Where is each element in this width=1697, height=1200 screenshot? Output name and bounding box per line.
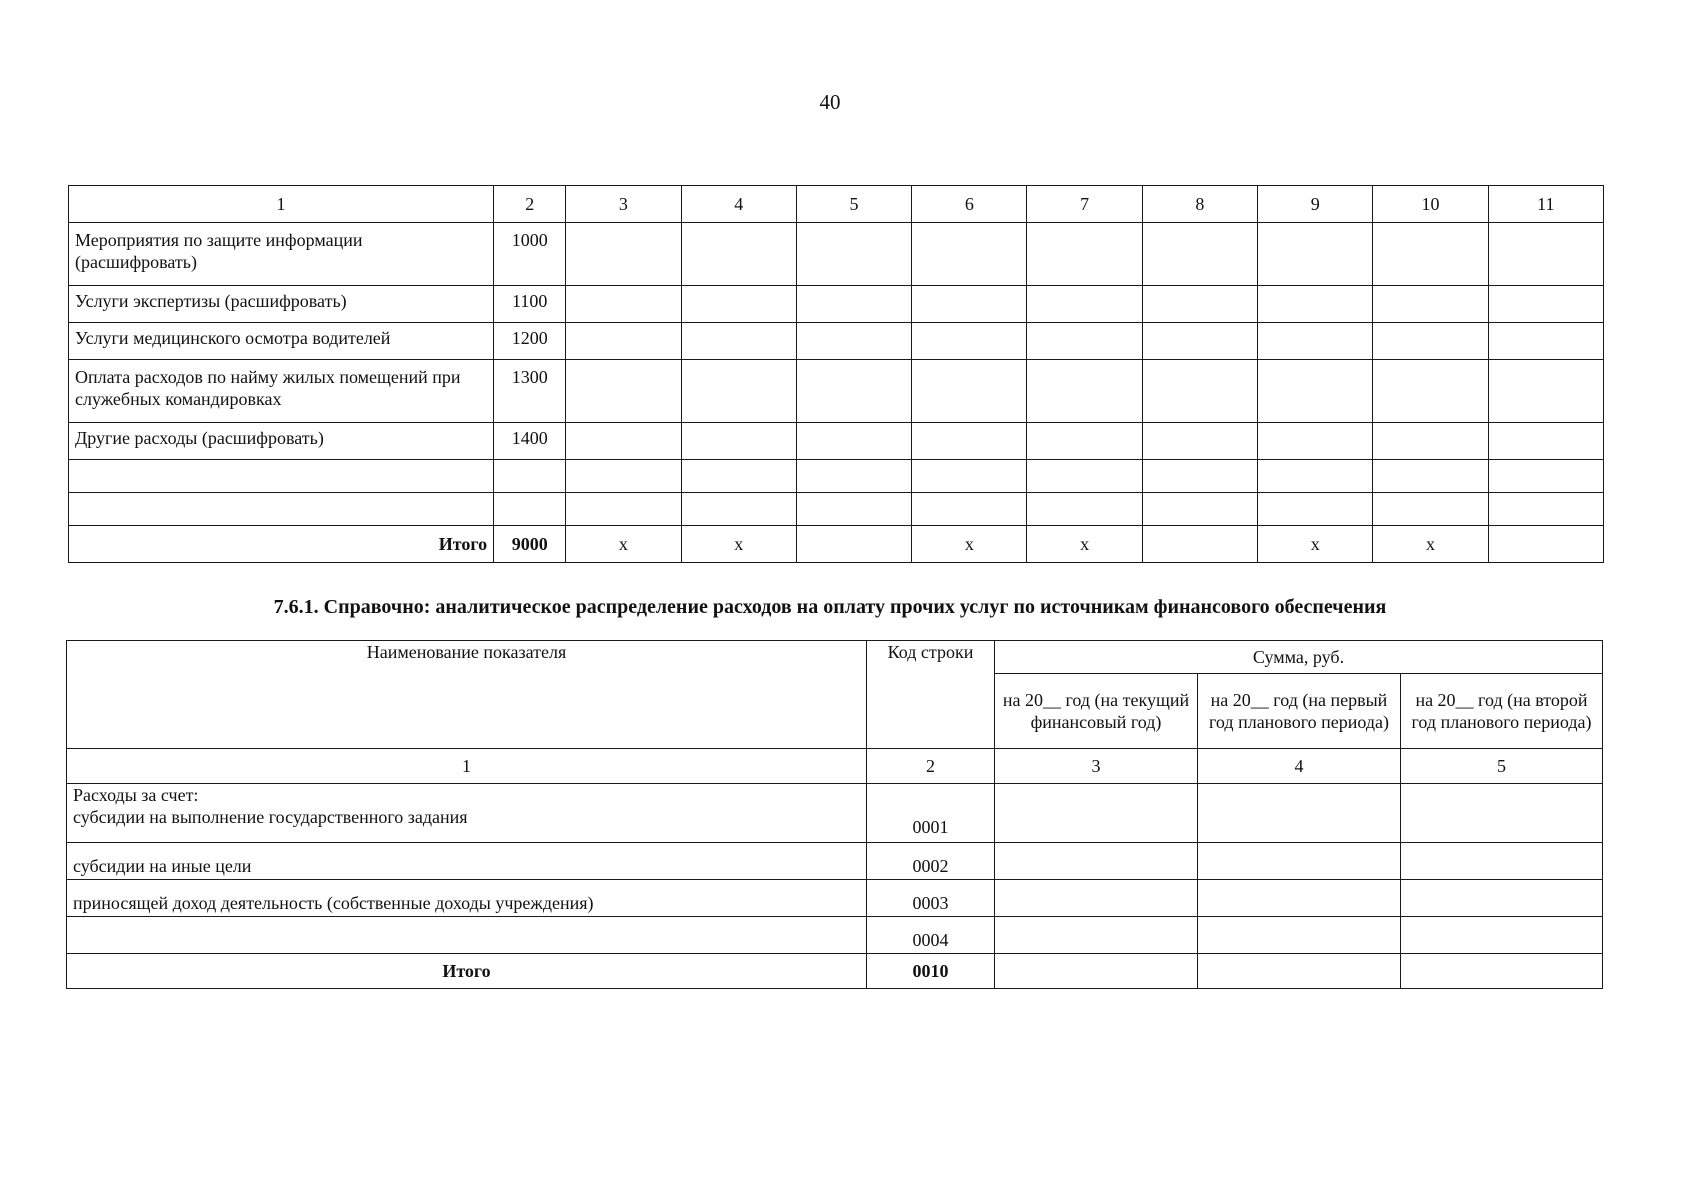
total-cell xyxy=(1142,526,1257,563)
total-cell xyxy=(796,526,911,563)
funding-sources-table xyxy=(66,640,1603,989)
total-code: 9000 xyxy=(494,526,566,563)
header-year-current: на 20__ год (на текущий финансовый год) xyxy=(995,674,1198,749)
header-cell: 4 xyxy=(681,186,796,223)
total-row xyxy=(69,526,1604,563)
row-code: 1100 xyxy=(494,286,566,323)
total-label: Итого xyxy=(69,526,494,563)
header-row-code: Код строки xyxy=(867,641,995,749)
header-cell: 9 xyxy=(1258,186,1373,223)
header-cell: 2 xyxy=(494,186,566,223)
total-row xyxy=(67,954,1603,989)
table-row xyxy=(67,784,1603,843)
column-number-row xyxy=(67,749,1603,784)
column-number: 5 xyxy=(1401,749,1603,784)
total-label: Итого xyxy=(67,954,867,989)
table-row xyxy=(69,360,1604,423)
empty-row xyxy=(69,460,1604,493)
row-code: 1200 xyxy=(494,323,566,360)
header-year-first-plan: на 20__ год (на первый год планового периода) xyxy=(1198,674,1401,749)
total-cell: x xyxy=(566,526,681,563)
row-group-label: Расходы за счет: xyxy=(73,785,199,805)
column-number: 3 xyxy=(995,749,1198,784)
header-cell: 8 xyxy=(1142,186,1257,223)
row-code: 1400 xyxy=(494,423,566,460)
row-name: Оплата расходов по найму жилых помещений при служебных командировках xyxy=(69,360,494,423)
row-name: субсидии на выполнение государственного задания xyxy=(73,807,468,827)
header-cell: 6 xyxy=(912,186,1027,223)
column-number: 2 xyxy=(867,749,995,784)
row-code: 0003 xyxy=(867,880,995,917)
section-title: 7.6.1. Справочно: аналитическое распределение расходов на оплату прочих услуг по источникам финансового обеспечения xyxy=(273,596,1387,618)
total-cell: x xyxy=(912,526,1027,563)
table-header-row xyxy=(69,186,1604,223)
table-row xyxy=(69,423,1604,460)
row-code: 0004 xyxy=(867,917,995,954)
row-code: 1000 xyxy=(494,223,566,286)
page-number: 40 xyxy=(819,90,841,114)
total-code: 0010 xyxy=(867,954,995,989)
empty-row xyxy=(69,493,1604,526)
total-cell xyxy=(1488,526,1603,563)
row-name: Услуги медицинского осмотра водителей xyxy=(69,323,494,360)
row-name: Мероприятия по защите информации (расшифровать) xyxy=(69,223,494,286)
header-cell: 10 xyxy=(1373,186,1488,223)
header-cell: 7 xyxy=(1027,186,1142,223)
header-sum: Сумма, руб. xyxy=(995,641,1603,674)
row-code: 0001 xyxy=(867,784,995,843)
header-cell: 1 xyxy=(69,186,494,223)
row-name: приносящей доход деятельность (собственные доходы учреждения) xyxy=(67,880,867,917)
row-name: субсидии на иные цели xyxy=(67,843,867,880)
row-name xyxy=(67,917,867,954)
table-row xyxy=(67,843,1603,880)
column-number: 4 xyxy=(1198,749,1401,784)
header-indicator-name: Наименование показателя xyxy=(67,641,867,749)
table-header-row xyxy=(67,641,1603,674)
header-cell: 11 xyxy=(1488,186,1603,223)
table-row xyxy=(69,323,1604,360)
header-cell: 3 xyxy=(566,186,681,223)
table-row xyxy=(67,917,1603,954)
row-code: 1300 xyxy=(494,360,566,423)
expenses-table xyxy=(68,185,1604,563)
row-name: Услуги экспертизы (расшифровать) xyxy=(69,286,494,323)
total-cell: x xyxy=(1373,526,1488,563)
row-name-cell xyxy=(67,784,867,843)
row-name: Другие расходы (расшифровать) xyxy=(69,423,494,460)
table-row xyxy=(69,286,1604,323)
total-cell: x xyxy=(1027,526,1142,563)
header-year-second-plan: на 20__ год (на второй год планового периода) xyxy=(1401,674,1603,749)
total-cell: x xyxy=(681,526,796,563)
header-cell: 5 xyxy=(796,186,911,223)
column-number: 1 xyxy=(67,749,867,784)
row-code: 0002 xyxy=(867,843,995,880)
table-row xyxy=(69,223,1604,286)
table-row xyxy=(67,880,1603,917)
total-cell: x xyxy=(1258,526,1373,563)
